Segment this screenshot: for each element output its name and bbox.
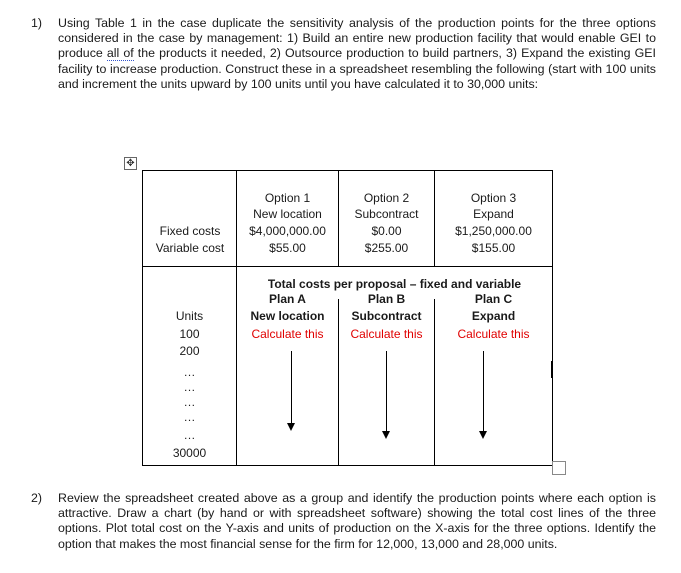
question-1-number: 1) [31, 16, 43, 30]
question-1-text-part1: Using Table 1 in the case duplicate the sensitivity analysis of the production points for the three options considered in the case by management: 1) Build an entire new production facility that would enable GEI to produce [58, 16, 656, 61]
question-1-underlined-text: all of [106, 46, 134, 61]
option-2-fixed: $0.00 [371, 224, 402, 238]
option-1-variable: $55.00 [269, 241, 306, 255]
units-ellipsis-4: … [183, 410, 196, 424]
question-1-text-part2: the products it needed, 2) Outsource production to build partners, 3) Expand the existing GEI facility to increase production. Construct these in a spreadsheet resembling the following (start with 100 units and increment the units upward by 100 units until you have calculated it to 30,000 units: [58, 46, 656, 91]
units-label: Units [175, 309, 204, 323]
units-ellipsis-2: … [183, 380, 196, 394]
cost-table [142, 170, 553, 466]
plan-b-label: Plan B [367, 292, 406, 306]
question-1-text [58, 16, 656, 92]
plan-c-type: Expand [471, 309, 516, 323]
arrow-down-c-shaft [483, 351, 484, 431]
option-1-name: Option 1 [264, 191, 311, 205]
units-ellipsis-3: … [183, 395, 196, 409]
option-3-name: Option 3 [470, 191, 517, 205]
units-ellipsis-5: … [183, 428, 196, 442]
plan-a-calculate: Calculate this [251, 327, 324, 341]
row-divider [143, 266, 552, 267]
units-200: 200 [179, 344, 200, 358]
arrow-down-a-shaft [291, 351, 292, 423]
plan-a-label: Plan A [269, 292, 306, 306]
option-3-fixed: $1,250,000.00 [455, 224, 532, 238]
arrow-down-icon [287, 423, 295, 431]
arrow-down-icon [382, 431, 390, 439]
units-30000: 30000 [172, 446, 207, 460]
option-3-type: Expand [473, 207, 514, 221]
question-2-number: 2) [31, 491, 43, 505]
variable-cost-label: Variable cost [155, 241, 225, 255]
arrow-down-b-shaft [386, 351, 387, 431]
plan-c-calculate: Calculate this [457, 327, 530, 341]
units-100: 100 [179, 327, 200, 341]
plan-c-label: Plan C [474, 292, 513, 306]
option-1-type: New location [253, 207, 322, 221]
move-cross-icon[interactable]: ✥ [124, 157, 137, 170]
option-3-variable: $155.00 [471, 241, 516, 255]
arrow-down-icon [479, 431, 487, 439]
plan-b-type: Subcontract [351, 309, 422, 323]
text-cursor [551, 361, 552, 378]
option-2-type: Subcontract [354, 207, 419, 221]
plan-b-calculate: Calculate this [350, 327, 423, 341]
option-2-variable: $255.00 [364, 241, 409, 255]
table-resize-handle[interactable] [552, 461, 566, 475]
fixed-costs-label: Fixed costs [159, 224, 221, 238]
option-2-name: Option 2 [363, 191, 410, 205]
total-costs-header: Total costs per proposal – fixed and variable [267, 277, 522, 291]
question-2-text: Review the spreadsheet created above as a group and identify the production points where each option is attractive. Draw a chart (by hand or with spreadsheet software) showing the total cost lines of the three options. Plot total cost on the Y-axis and units of production on the X-axis for the three options. Identify the option that makes the most financial sense for the firm for 12,000, 13,000 and 28,000 units. [58, 491, 656, 551]
option-1-fixed: $4,000,000.00 [249, 224, 326, 238]
units-ellipsis-1: … [183, 365, 196, 379]
plan-a-type: New location [250, 309, 325, 323]
